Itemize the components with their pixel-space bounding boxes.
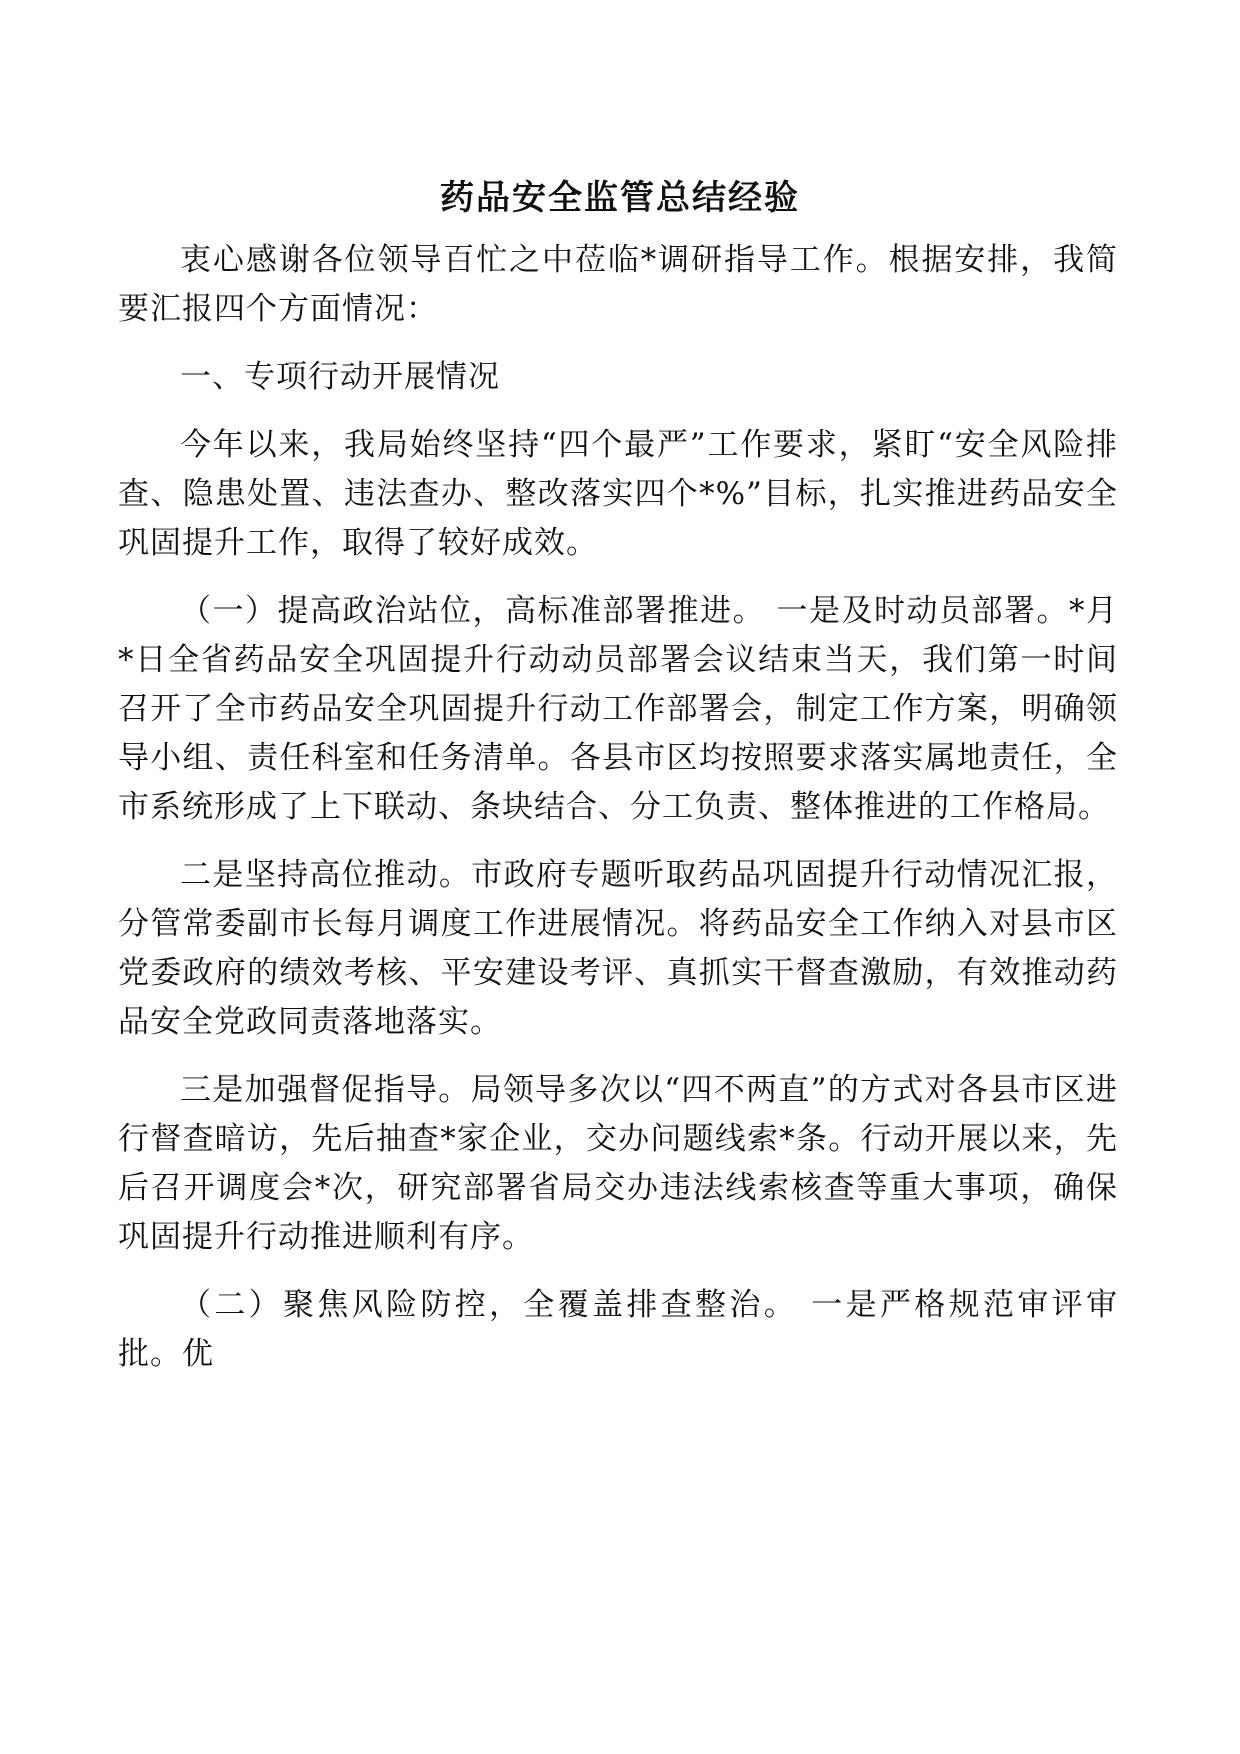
document-body xyxy=(118,236,1118,1398)
paragraph: （一）提高政治站位，高标准部署推进。 一是及时动员部署。*月*日全省药品安全巩固提升行动动员部署会议结束当天，我们第一时间召开了全市药品安全巩固提升行动工作部署会，制定工作方案，明确领导小组、责任科室和任务清单。各县市区均按照要求落实属地责任，全市系统形成了上下联动、条块结合、分工负责、整体推进的工作格局。 xyxy=(118,593,1118,825)
paragraph: 二是坚持高位推动。市政府专题听取药品巩固提升行动情况汇报，分管常委副市长每月调度工作进展情况。将药品安全工作纳入对县市区党委政府的绩效考核、平安建设考评、真抓实干督查激励，有效推动药品安全党政同责落地落实。 xyxy=(118,857,1118,1040)
paragraph: 衷心感谢各位领导百忙之中莅临*调研指导工作。根据安排，我简要汇报四个方面情况： xyxy=(118,242,1118,327)
section-heading: 一、专项行动开展情况 xyxy=(180,359,500,395)
paragraph: 三是加强督促指导。局领导多次以“四不两直”的方式对各县市区进行督查暗访，先后抽查*家企业，交办问题线索*条。行动开展以来，先后召开调度会*次，研究部署省局交办违法线索核查等重大事项，确保巩固提升行动推进顺利有序。 xyxy=(118,1072,1118,1255)
paragraph: 今年以来，我局始终坚持“四个最严”工作要求，紧盯“安全风险排查、隐患处置、违法查办、整改落实四个*%”目标，扎实推进药品安全巩固提升工作，取得了较好成效。 xyxy=(118,427,1118,561)
document-title: 药品安全监管总结经验 xyxy=(440,178,800,218)
paragraph: （二）聚焦风险防控，全覆盖排查整治。 一是严格规范审评审批。优 xyxy=(118,1287,1118,1372)
